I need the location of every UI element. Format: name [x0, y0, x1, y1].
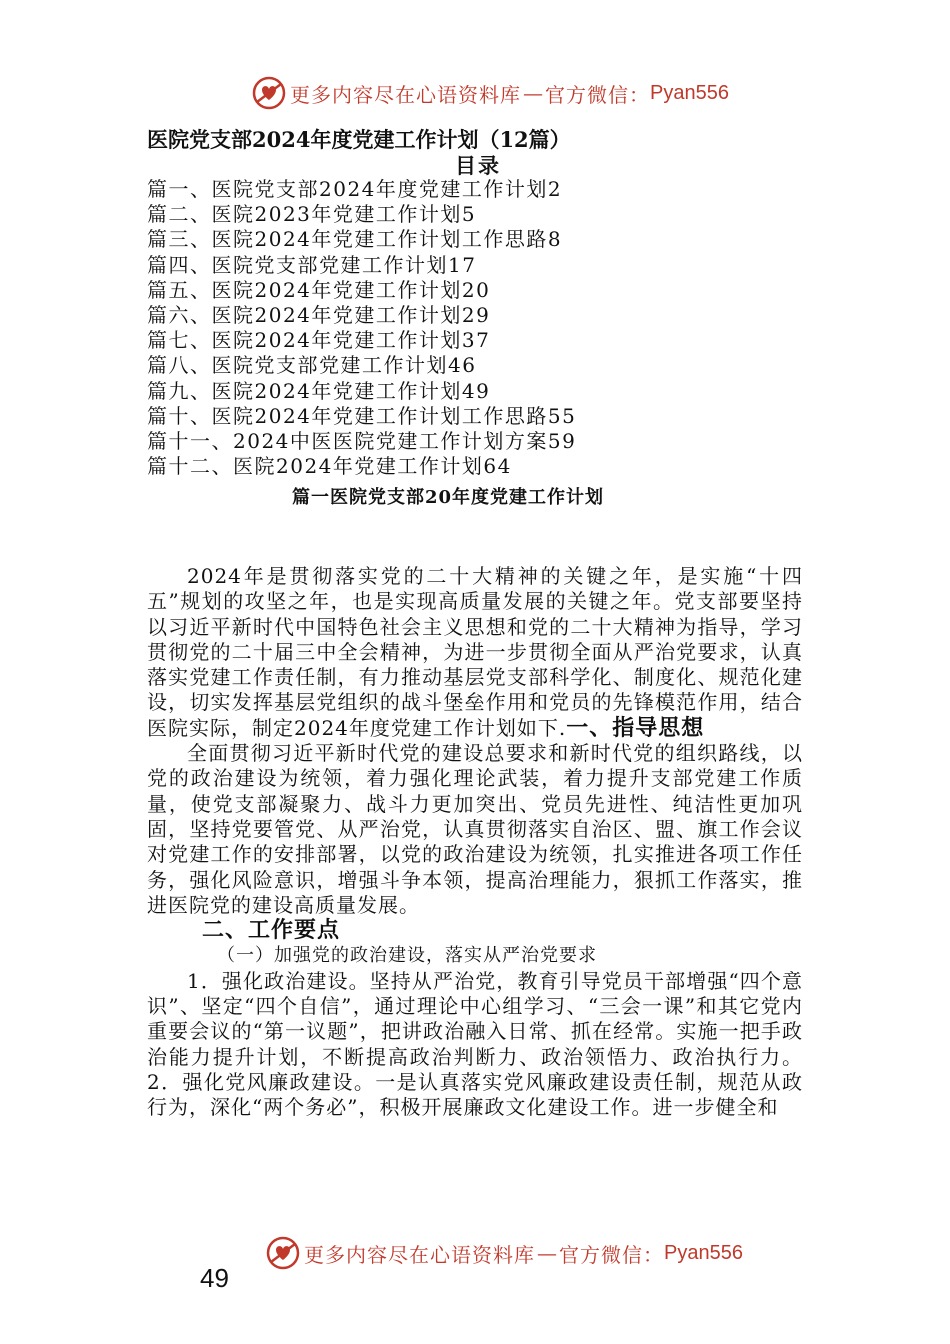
toc-item[interactable]: 篇十二、医院2024年党建工作计划64	[147, 454, 512, 479]
toc-item[interactable]: 篇二、医院2023年党建工作计划5	[147, 202, 477, 227]
banner-separator: —	[537, 1241, 557, 1265]
header-banner	[252, 74, 772, 112]
toc-item[interactable]: 篇四、医院党支部党建工作计划17	[147, 252, 477, 277]
section-title: 篇一医院党支部20年度党建工作计划	[292, 487, 605, 508]
toc-item[interactable]: 篇九、医院2024年党建工作计划49	[147, 378, 491, 403]
footer-banner	[266, 1234, 786, 1272]
table-of-contents	[147, 177, 576, 479]
heart-ribbon-logo-icon	[266, 1236, 300, 1270]
page-number: 49	[200, 1263, 229, 1293]
intro-text: 2024年是贯彻落实党的二十大精神的关键之年，是实施“十四五”规划的攻坚之年，也是实现高质量发展的关键之年。党支部要坚持以习近平新时代中国特色社会主义思想和党的二十大精神为指导，学习贯彻党的二十届三中全会精神，为进一步贯彻全面从严治党要求，认真落实党建工作责任制，有力推动基层党支部科学化、制度化、规范化建设，切实发挥基层党组织的战斗堡垒作用和党员的先锋模范作用，结合医院实际，制定2024年度党建工作计划如下.	[147, 564, 803, 740]
toc-item[interactable]: 篇一、医院党支部2024年度党建工作计划2	[147, 177, 563, 201]
toc-item[interactable]: 篇十一、2024中医医院党建工作计划方案59	[147, 428, 577, 453]
banner-wechat-id: Pyan556	[650, 81, 729, 104]
heart-ribbon-logo-icon	[252, 76, 286, 110]
document-body	[147, 564, 803, 1121]
banner-wechat-id: Pyan556	[664, 1241, 743, 1264]
heading-guiding-thought: 一、指导思想	[566, 714, 705, 741]
point-paragraph: 1．强化政治建设。坚持从严治党，教育引导党员干部增强“四个意识”、坚定“四个自信”，通过理论中心组学习、“三会一课”和其它党内重要会议的“第一议题”，把讲政治融入日常、抓在经常。实施一把手政治能力提升计划，不断提高政治判断力、政治领悟力、政治执行力。2．强化党风廉政建设。一是认真落实党风廉政建设责任制，规范从政行为，深化“两个务必”，积极开展廉政文化建设工作。进一步健全和	[147, 968, 803, 1120]
toc-item[interactable]: 篇七、医院2024年党建工作计划37	[147, 328, 491, 353]
toc-item[interactable]: 篇三、医院2024年党建工作计划工作思路8	[147, 227, 563, 252]
document-title: 医院党支部2024年度党建工作计划（12篇）	[147, 127, 571, 152]
guiding-paragraph: 全面贯彻习近平新时代党的建设总要求和新时代党的组织路线，以党的政治建设为统领，着力强化理论武装，着力提升支部党建工作质量，使党支部凝聚力、战斗力更加突出、党员先进性、纯洁性更加巩固，坚持党要管党、从严治党，认真贯彻落实自治区、盟、旗工作会议对党建工作的安排部署，以党的政治建设为统领，扎实推进各项工作任务，强化风险意识，增强斗争本领，提高治理能力，狠抓工作落实，推进医院党的建设高质量发展。	[147, 741, 803, 917]
intro-paragraph	[147, 564, 803, 741]
banner-text: 更多内容尽在心语资料库	[304, 1242, 535, 1267]
toc-item[interactable]: 篇五、医院2024年党建工作计划20	[147, 277, 491, 302]
banner-wechat-label: 官方微信：	[559, 1242, 664, 1267]
subheading-political-building: （一）加强党的政治建设，落实从严治党要求	[217, 945, 597, 967]
banner-text: 更多内容尽在心语资料库	[290, 82, 521, 107]
toc-item[interactable]: 篇八、医院党支部党建工作计划46	[147, 353, 477, 378]
toc-item[interactable]: 篇十、医院2024年党建工作计划工作思路55	[147, 403, 577, 428]
toc-heading: 目录	[455, 153, 501, 178]
banner-wechat-label: 官方微信：	[545, 82, 650, 107]
banner-separator: —	[523, 81, 543, 105]
toc-item[interactable]: 篇六、医院2024年党建工作计划29	[147, 302, 491, 327]
heading-work-points: 二、工作要点	[202, 917, 341, 944]
